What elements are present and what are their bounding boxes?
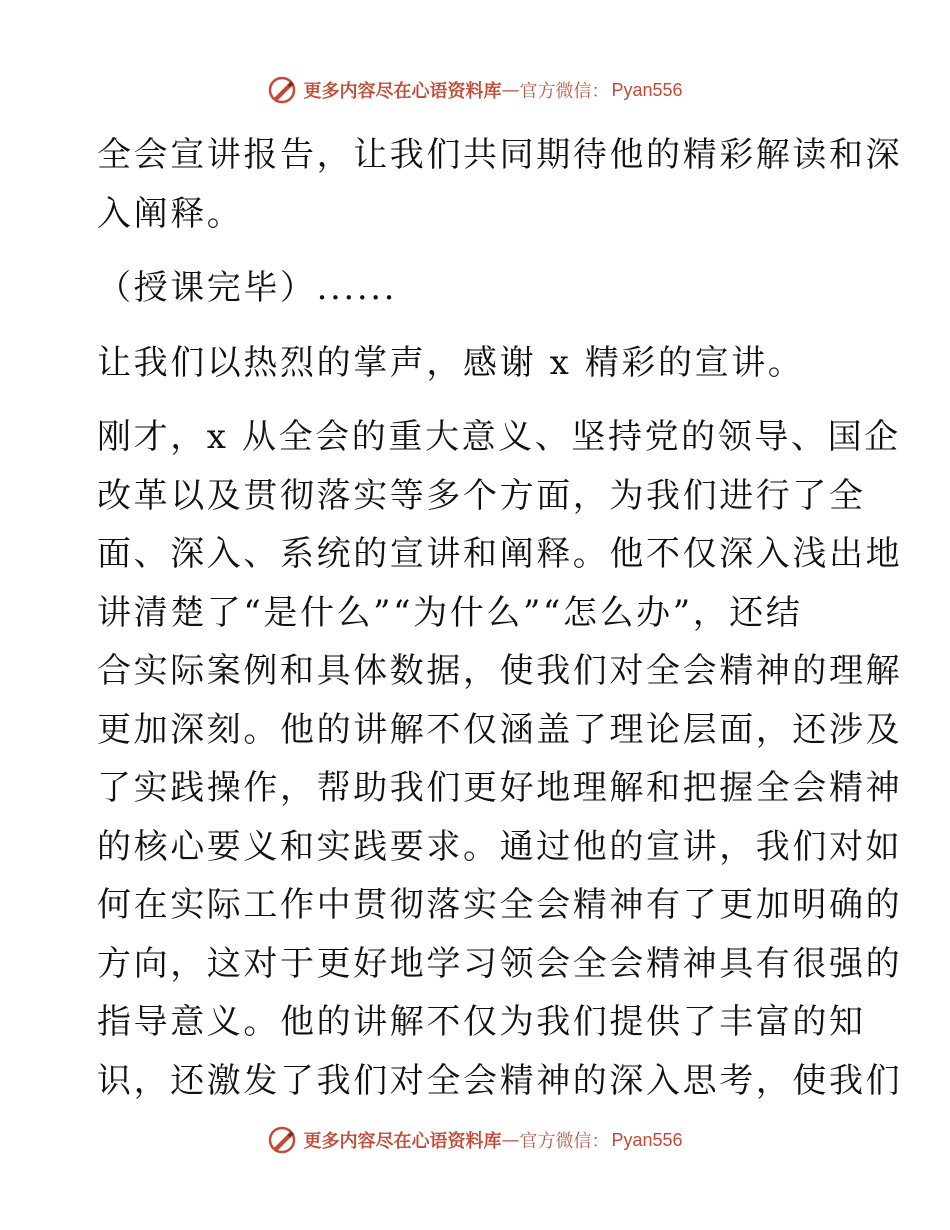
text-line: 让我们以热烈的掌声，感谢 x 精彩的宣讲。 [97, 342, 805, 383]
footer-watermark [0, 1120, 950, 1160]
text-line: 方向，这对于更好地学习领会全会精神具有很强的 [97, 943, 903, 984]
text-line: 入阐释。 [97, 193, 244, 234]
watermark-text [303, 1127, 682, 1153]
text-line: 全会宣讲报告，让我们共同期待他的精彩解读和深 [97, 135, 903, 175]
watermark-wechat-id: Pyan556 [611, 79, 683, 100]
watermark-site: 更多内容尽在心语资料库 [303, 1131, 502, 1152]
text-line: 刚才，x 从全会的重大意义、坚持党的领导、国企 [97, 417, 901, 457]
paragraph-1 [97, 126, 903, 243]
text-line: 面、深入、系统的宣讲和阐释。他不仅深入浅出地 [97, 534, 903, 574]
header-watermark [0, 70, 950, 110]
pen-circle-logo-icon [267, 1125, 297, 1155]
text-line: 更加深刻。他的讲解不仅涵盖了理论层面，还涉及 [97, 709, 903, 750]
watermark-text [303, 77, 682, 103]
text-line: 的核心要义和实践要求。通过他的宣讲，我们对如 [97, 826, 903, 867]
paragraph-3 [97, 334, 857, 393]
paragraph-2 [97, 259, 857, 318]
text-line: 改革以及贯彻落实等多个方面，为我们进行了全 [97, 475, 866, 516]
paragraph-4 [97, 408, 903, 1110]
watermark-dash: — [501, 1129, 520, 1151]
text-line: 识，还激发了我们对全会精神的深入思考，使我们 [97, 1060, 903, 1101]
text-line: 合实际案例和具体数据，使我们对全会精神的理解 [97, 651, 903, 691]
watermark-wechat-label: 官方微信： [519, 1131, 610, 1152]
watermark-dash: — [501, 79, 520, 101]
watermark-site: 更多内容尽在心语资料库 [303, 81, 502, 102]
watermark-wechat-id: Pyan556 [611, 1129, 683, 1150]
text-line: 讲清楚了“是什么”“为什么”“怎么办”，还结 [97, 592, 803, 633]
document-body [97, 126, 903, 1110]
watermark-wechat-label: 官方微信： [519, 81, 610, 102]
text-line: 指导意义。他的讲解不仅为我们提供了丰富的知 [97, 1002, 866, 1042]
pen-circle-logo-icon [267, 75, 297, 105]
text-line: 了实践操作，帮助我们更好地理解和把握全会精神 [97, 768, 903, 808]
text-line: 何在实际工作中贯彻落实全会精神有了更加明确的 [97, 885, 903, 925]
text-line: （授课完毕）...... [97, 268, 398, 308]
